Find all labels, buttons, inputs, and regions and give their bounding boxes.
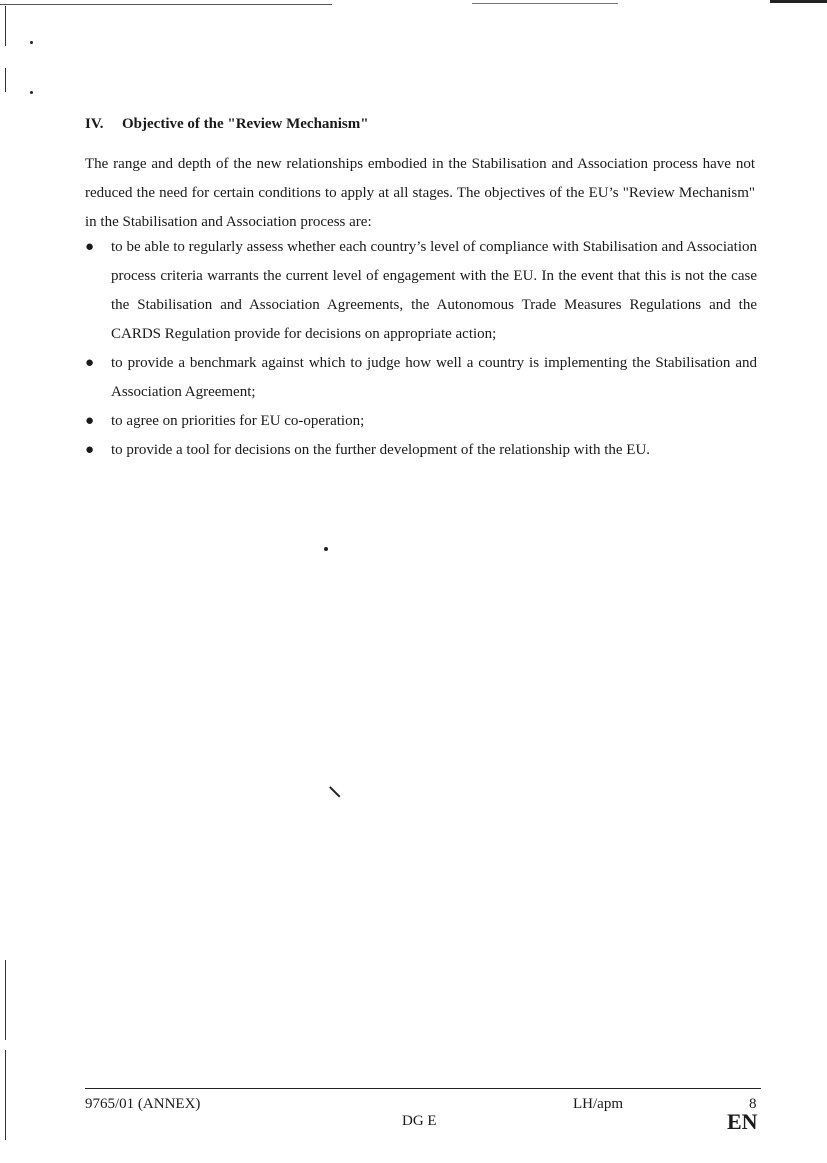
bullet-icon: ●: [85, 413, 95, 429]
bullet-icon: ●: [85, 355, 95, 371]
scan-artifact-mark: [329, 786, 340, 797]
section-number: IV.: [85, 116, 104, 132]
scan-artifact-dot: [30, 91, 33, 94]
section-heading: [85, 114, 369, 134]
scan-artifact-line: [770, 0, 827, 3]
scan-artifact-line: [472, 3, 618, 4]
list-item: [85, 233, 757, 349]
footer-document-reference: 9765/01 (ANNEX): [85, 1096, 201, 1112]
list-item-text: to be able to regularly assess whether each country’s level of compliance with Stabilisation and Association process criteria warrants the current level of engagement with the EU. In the event that this is not the case the Stabilisation and Association Agreements, the Autonomous Trade Measures Regulations and the CARDS Regulation provide for decisions on appropriate action;: [111, 239, 757, 342]
list-item: [85, 407, 757, 436]
objectives-list: [85, 233, 757, 465]
bullet-icon: ●: [85, 239, 95, 255]
scan-artifact-edge: [5, 6, 6, 46]
intro-paragraph: The range and depth of the new relationships embodied in the Stabilisation and Association process have not reduced the need for certain conditions to apply at all stages. The objectives of the EU’s "Review Mechanism" in the Stabilisation and Association process are:: [85, 156, 755, 230]
list-item: [85, 436, 757, 465]
footer-language-code: EN: [727, 1109, 758, 1134]
footer-initials: LH/apm: [573, 1096, 623, 1112]
footer-divider: [85, 1088, 761, 1089]
scan-artifact-dot: [324, 547, 328, 551]
footer-department: DG E: [402, 1113, 437, 1129]
scan-artifact-edge: [5, 960, 6, 1040]
section-title: Objective of the "Review Mechanism": [122, 116, 369, 132]
list-item-text: to provide a tool for decisions on the further development of the relationship with the EU.: [111, 442, 651, 458]
scan-artifact-line: [0, 4, 332, 5]
scan-artifact-dot: [30, 41, 33, 44]
list-item: [85, 349, 757, 407]
list-item-text: to provide a benchmark against which to judge how well a country is implementing the Stabilisation and Association Agreement;: [111, 355, 757, 400]
bullet-icon: ●: [85, 442, 95, 458]
list-item-text: to agree on priorities for EU co-operation;: [111, 413, 365, 429]
footer-page-number: 8: [749, 1096, 757, 1112]
scan-artifact-edge: [5, 1050, 6, 1140]
scan-artifact-edge: [5, 68, 6, 92]
